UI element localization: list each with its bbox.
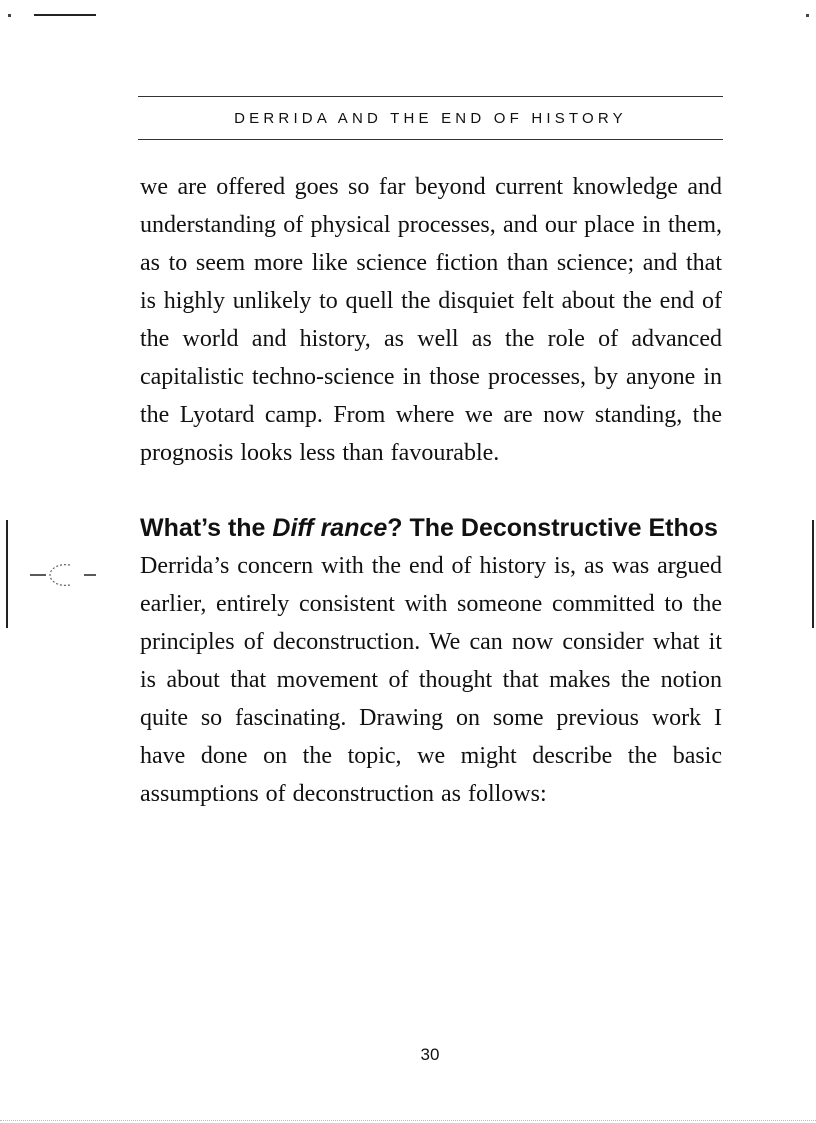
page-number: 30 bbox=[420, 1045, 440, 1064]
registration-mark-icon bbox=[30, 560, 100, 590]
body-paragraph-2: Derrida’s concern with the end of history is, as was argued earlier, entirely consistent with someone committed to the principles of deconstruction. We can now consider what it is about that movement of thought that makes the notion quite so fascinating. Drawing on some previous work I have done on the topic, we might describe the basic assumptions of deconstruction as follows: bbox=[140, 553, 722, 807]
crop-mark-top-left bbox=[34, 14, 96, 16]
heading-part-2: ? The Deconstructive Ethos bbox=[387, 514, 718, 542]
page-bottom-edge bbox=[0, 1120, 816, 1121]
corner-dot-right bbox=[806, 14, 809, 17]
running-head: DERRIDA AND THE END OF HISTORY bbox=[138, 96, 723, 140]
page-body bbox=[140, 168, 722, 813]
margin-rule-left bbox=[6, 520, 8, 628]
body-paragraph-1: we are offered goes so far beyond current knowledge and understanding of physical processes, and our place in them, as to seem more like science fiction than science; and that is highly unlikely to quell the disquiet felt about the end of the world and history, as well as the role of advanced capitalistic techno-science in those processes, by anyone in the Lyotard camp. From where we are now standing, the prognosis looks less than favourable. bbox=[140, 174, 722, 466]
section-heading bbox=[140, 509, 722, 547]
margin-rule-right bbox=[812, 520, 814, 628]
heading-italic-term: Diff rance bbox=[272, 514, 388, 542]
corner-dot-left bbox=[8, 14, 11, 17]
heading-part-1: What’s the bbox=[140, 514, 273, 542]
